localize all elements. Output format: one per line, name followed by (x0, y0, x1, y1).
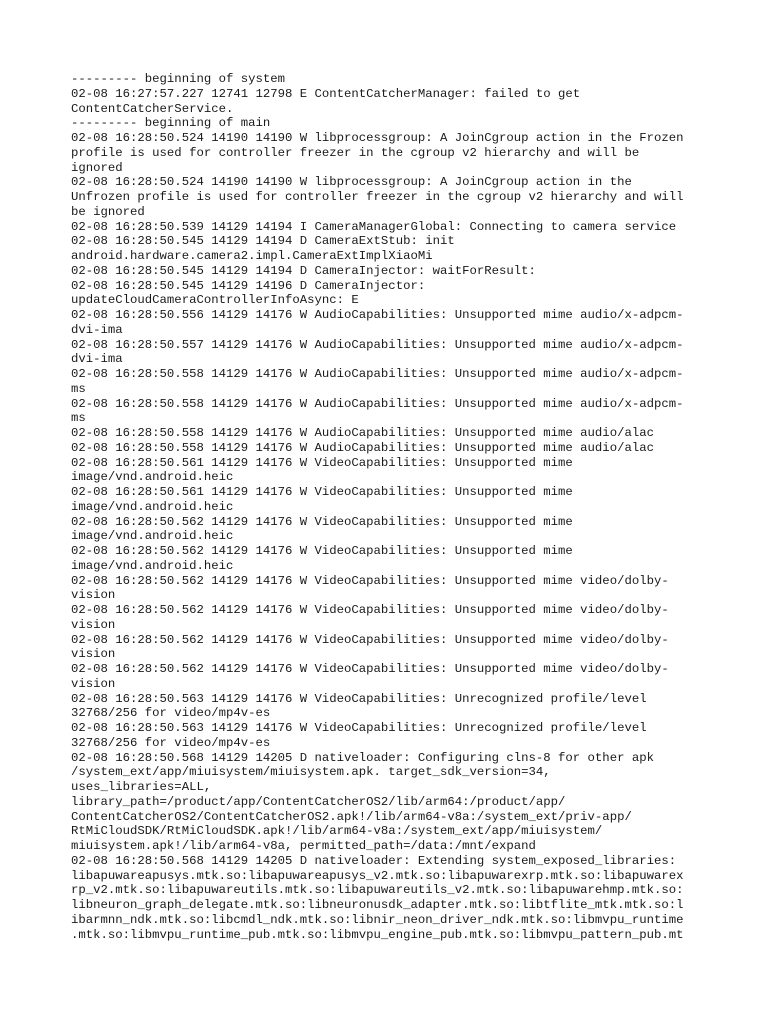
log-line: 02-08 16:28:50.561 14129 14176 W VideoCapabilities: Unsupported mime (71, 485, 573, 499)
log-line: 02-08 16:28:50.524 14190 14190 W libprocessgroup: A JoinCgroup action in the Frozen (71, 131, 684, 145)
log-line: --------- beginning of system (71, 72, 286, 86)
log-line: image/vnd.android.heic (71, 470, 234, 485)
log-line: 02-08 16:28:50.558 14129 14176 W AudioCapabilities: Unsupported mime audio/x-adpcm- (71, 396, 684, 411)
log-line: dvi-ima (71, 322, 123, 337)
log-line: image/vnd.android.heic (71, 529, 234, 544)
log-line: rp_v2.mtk.so:libapuwareutils.mtk.so:libapuwareutils_v2.mtk.so:libapuwarehmp.mtk.so: (71, 883, 684, 898)
log-line: vision (71, 617, 116, 632)
log-line: ContentCatcherOS2/ContentCatcherOS2.apk!/lib/arm64-v8a:/system_ext/priv-app/ (71, 809, 632, 824)
log-line: 02-08 16:28:50.562 14129 14176 W VideoCapabilities: Unsupported mime video/dolby- (71, 632, 669, 647)
log-line: ContentCatcherService. (71, 101, 234, 116)
log-line: 02-08 16:28:50.557 14129 14176 W AudioCapabilities: Unsupported mime audio/x-adpcm- (71, 337, 684, 352)
log-line: 02-08 16:28:50.568 14129 14205 D nativeloader: Extending system_exposed_libraries: (71, 853, 677, 868)
log-line: image/vnd.android.heic (71, 558, 234, 573)
log-line: 02-08 16:28:50.562 14129 14176 W VideoCapabilities: Unsupported mime video/dolby- (71, 603, 669, 617)
log-line: 02-08 16:28:50.563 14129 14176 W VideoCapabilities: Unrecognized profile/level (71, 721, 647, 735)
log-line: --------- beginning of main (71, 116, 271, 131)
log-line: 02-08 16:28:50.545 14129 14194 D CameraExtStub: init (71, 234, 455, 249)
log-line: android.hardware.camera2.impl.CameraExtImplXiaoMi (71, 249, 433, 263)
log-line: 02-08 16:28:50.562 14129 14176 W VideoCapabilities: Unsupported mime (71, 514, 573, 529)
log-line: RtMiCloudSDK/RtMiCloudSDK.apk!/lib/arm64-v8a:/system_ext/app/miuisystem/ (71, 824, 603, 839)
log-line: 02-08 16:28:50.558 14129 14176 W AudioCapabilities: Unsupported mime audio/alac (71, 426, 654, 440)
log-line: 02-08 16:28:50.539 14129 14194 I CameraManagerGlobal: Connecting to camera service (71, 219, 677, 234)
log-line: libapuwareapusys.mtk.so:libapuwareapusys_v2.mtk.so:libapuwarexrp.mtk.so:libapuwarex (71, 868, 684, 883)
log-line: image/vnd.android.heic (71, 499, 234, 514)
log-line: 02-08 16:28:50.562 14129 14176 W VideoCapabilities: Unsupported mime video/dolby- (71, 662, 669, 676)
log-line: 02-08 16:28:50.558 14129 14176 W AudioCapabilities: Unsupported mime audio/x-adpcm- (71, 367, 684, 381)
log-line: /system_ext/app/miuisystem/miuisystem.apk. target_sdk_version=34, (71, 765, 551, 780)
log-line: 02-08 16:28:50.568 14129 14205 D nativeloader: Configuring clns-8 for other apk (71, 750, 654, 765)
log-line: 32768/256 for video/mp4v-es (71, 706, 271, 721)
log-line: 02-08 16:28:50.545 14129 14194 D CameraInjector: waitForResult: (71, 263, 536, 278)
log-line: vision (71, 588, 116, 603)
log-text-block (71, 72, 711, 942)
log-line: 32768/256 for video/mp4v-es (71, 735, 271, 750)
log-line: be ignored (71, 204, 145, 219)
log-line: 02-08 16:28:50.524 14190 14190 W libprocessgroup: A JoinCgroup action in the (71, 175, 632, 190)
log-line: 02-08 16:27:57.227 12741 12798 E ContentCatcherManager: failed to get (71, 86, 581, 101)
log-line: 02-08 16:28:50.562 14129 14176 W VideoCapabilities: Unsupported mime video/dolby- (71, 573, 669, 588)
log-line: .mtk.so:libmvpu_runtime_pub.mtk.so:libmvpu_engine_pub.mtk.so:libmvpu_pattern_pub.mt (71, 927, 684, 942)
log-line: 02-08 16:28:50.563 14129 14176 W VideoCapabilities: Unrecognized profile/level (71, 691, 647, 706)
log-line: 02-08 16:28:50.562 14129 14176 W VideoCapabilities: Unsupported mime (71, 544, 573, 558)
log-line: updateCloudCameraControllerInfoAsync: E (71, 293, 359, 308)
log-line: dvi-ima (71, 352, 123, 367)
log-line: uses_libraries=ALL, (71, 780, 212, 794)
log-line: ms (71, 381, 86, 396)
log-line: ms (71, 411, 86, 426)
log-line: vision (71, 647, 116, 662)
log-line: 02-08 16:28:50.556 14129 14176 W AudioCapabilities: Unsupported mime audio/x-adpcm- (71, 308, 684, 322)
log-line: Unfrozen profile is used for controller freezer in the cgroup v2 hierarchy and will (71, 190, 684, 204)
log-line: miuisystem.apk!/lib/arm64-v8a, permitted_path=/data:/mnt/expand (71, 839, 536, 853)
log-line: 02-08 16:28:50.545 14129 14196 D CameraInjector: (71, 278, 426, 293)
log-line: 02-08 16:28:50.561 14129 14176 W VideoCapabilities: Unsupported mime (71, 455, 573, 470)
log-line: library_path=/product/app/ContentCatcherOS2/lib/arm64:/product/app/ (71, 794, 566, 809)
log-line: 02-08 16:28:50.558 14129 14176 W AudioCapabilities: Unsupported mime audio/alac (71, 440, 654, 455)
log-line: ignored (71, 160, 123, 175)
log-line: libneuron_graph_delegate.mtk.so:libneuronusdk_adapter.mtk.so:libtflite_mtk.mtk.so:l (71, 898, 684, 912)
log-line: profile is used for controller freezer in the cgroup v2 hierarchy and will be (71, 145, 640, 160)
log-line: vision (71, 676, 116, 691)
log-line: ibarmnn_ndk.mtk.so:libcmdl_ndk.mtk.so:libnir_neon_driver_ndk.mtk.so:libmvpu_runtime (71, 912, 684, 927)
